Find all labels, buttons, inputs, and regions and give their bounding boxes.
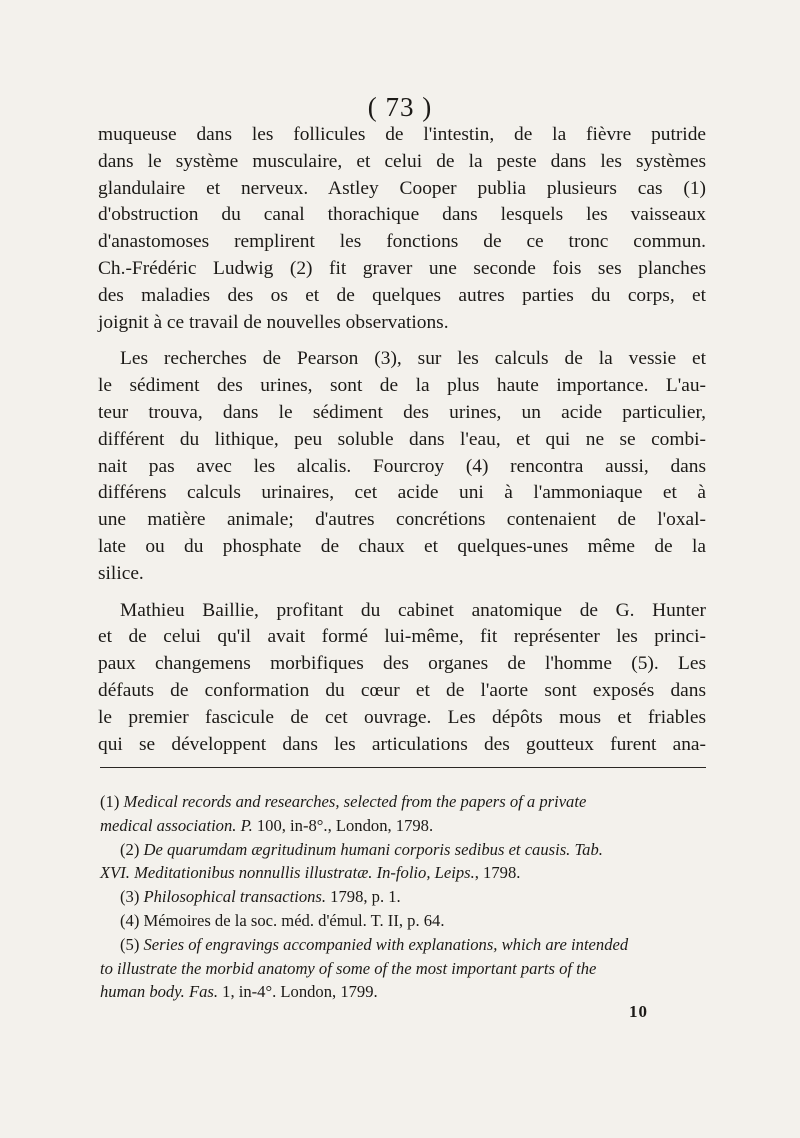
footnote-line: (3) Philosophical transactions. 1798, p. 1. [120,887,401,907]
text-line: d'anastomoses remplirent les fonctions de ce tronc commun. [98,231,706,253]
text-line: le premier fascicule de cet ouvrage. Les dépôts mous et friables [98,706,706,728]
footnote-line: medical association. P. 100, in-8°., London, 1798. [100,815,434,835]
text-line: joignit à ce travail de nouvelles observations. [98,311,449,333]
text-line: une matière animale; d'autres concrétions contenaient de l'oxal- [98,509,706,531]
text-line: et de celui qu'il avait formé lui-même, fit représenter les princi- [98,626,706,648]
text-line: le sédiment des urines, sont de la plus haute importance. L'au- [98,375,706,397]
text-line: Mathieu Baillie, profitant du cabinet anatomique de G. Hunter [120,599,706,621]
footnote-line: XVI. Meditationibus nonnullis illustratæ. In-folio, Leips., 1798. [100,863,521,883]
text-line: teur trouva, dans le sédiment des urines, un acide particulier, [98,401,706,423]
text-line: qui se développent dans les articulations des goutteux furent ana- [98,733,706,755]
text-line: des maladies des os et de quelques autres parties du corps, et [98,284,706,306]
footnote-line: (1) Medical records and researches, selected from the papers of a private [100,792,587,811]
paragraph-1 [98,122,706,336]
footnote-line: human body. Fas. 1, in-4°. London, 1799. [100,982,378,1002]
body-text [98,122,706,758]
footnote-line: (5) Series of engravings accompanied with explanations, which are intended [120,934,629,954]
text-line: late ou du phosphate de chaux et quelques-unes même de la [98,535,706,557]
footnotes [100,790,708,1004]
footnote-rule [100,767,706,768]
text-line: différent du lithique, peu soluble dans l'eau, et qui ne se combi- [98,428,706,450]
text-line: d'obstruction du canal thorachique dans lesquels les vaisseaux [98,204,706,226]
footnote-line: to illustrate the morbid anatomy of some of the most important parts of the [100,958,597,978]
text-line: glandulaire et nerveux. Astley Cooper publia plusieurs cas (1) [98,177,706,199]
text-line: Ch.-Frédéric Ludwig (2) fit graver une seconde fois ses planches [98,257,706,279]
signature-mark: 10 [629,1002,648,1021]
text-line: dans le système musculaire, et celui de la peste dans les systèmes [98,150,706,172]
text-line: Les recherches de Pearson (3), sur les calculs de la vessie et [120,348,706,370]
text-line: muqueuse dans les follicules de l'intestin, de la fièvre putride [98,124,706,145]
paragraph-2 [98,346,706,587]
footnote-line: (2) De quarumdam ægritudinum humani corporis sedibus et causis. Tab. [120,839,603,859]
paragraph-3 [98,598,706,759]
text-line: défauts de conformation du cœur et de l'aorte sont exposés dans [98,679,706,701]
footnote-line: (4) Mémoires de la soc. méd. d'émul. T. II, p. 64. [120,910,445,930]
text-line: différens calculs urinaires, cet acide uni à l'ammoniaque et à [98,482,706,504]
text-line: nait pas avec les alcalis. Fourcroy (4) rencontra aussi, dans [98,455,706,477]
page-number: ( 73 ) [367,92,433,122]
text-line: paux changemens morbifiques des organes de l'homme (5). Les [98,653,706,675]
text-line: silice. [98,562,144,584]
